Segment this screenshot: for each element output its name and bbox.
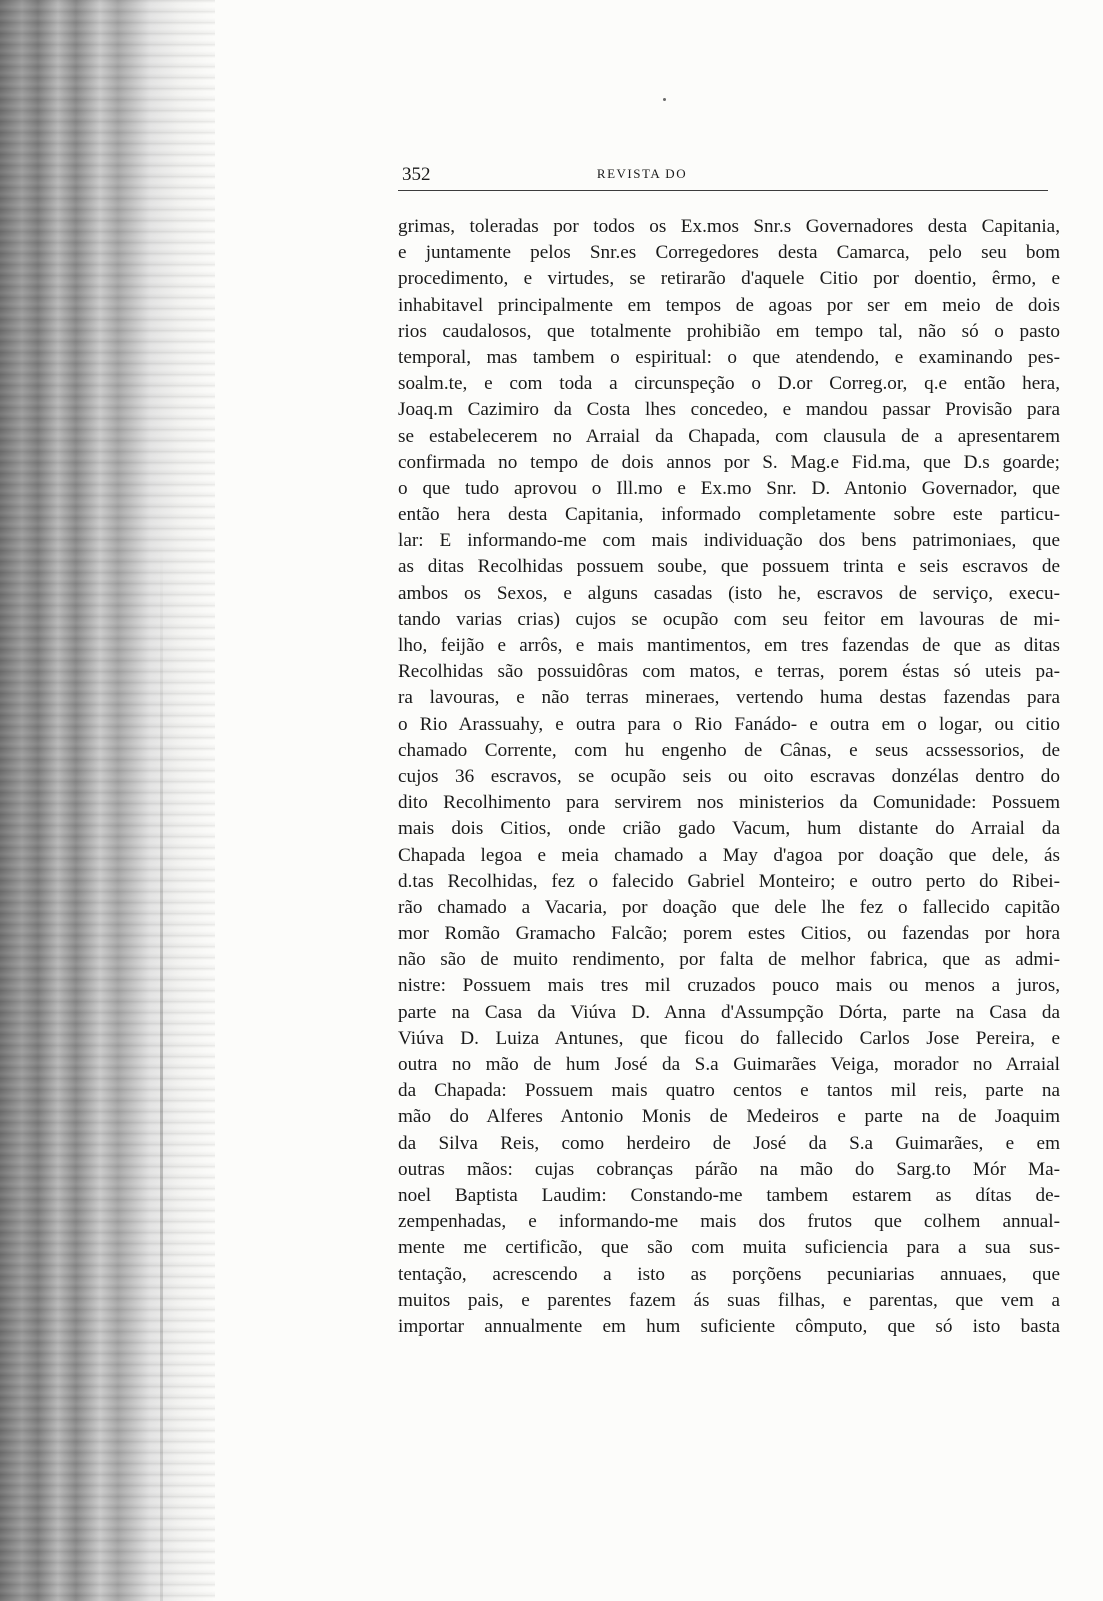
text-line: parte na Casa da Viúva D. Anna d'Assumpção Dórta, parte na Casa da [398,1001,1060,1023]
text-line: mente me certificão, que são com muita suficiencia para a sua sus- [398,1237,1060,1259]
text-line: Joaq.m Cazimiro da Costa lhes concedeo, e mandou passar Provisão para [398,399,1060,421]
text-line: zempenhadas, e informando-me mais dos frutos que colhem annual- [398,1211,1060,1233]
dust-speck [663,98,666,101]
text-line: inhabitavel principalmente em tempos de agoas por ser em meio de dois [398,294,1060,316]
text-line: outra no mão de hum José da S.a Guimarães Veiga, morador no Arraial [398,1054,1060,1075]
text-line: soalm.te, e com toda a circunspeção o D.or Correg.or, q.e então hera, [398,373,1060,395]
text-line: o que tudo aprovou o Ill.mo e Ex.mo Snr. D. Antonio Governador, que [398,477,1060,499]
header-rule [398,190,1048,191]
text-line: rão chamado a Vacaria, por doação que dele lhe fez o fallecido capitão [398,896,1060,918]
text-line: tentação, acrescendo a isto as porçõens pecuniarias annuaes, que [398,1263,1060,1285]
text-line: dito Recolhimento para servirem nos ministerios da Comunidade: Possuem [398,792,1060,814]
text-line: ambos os Sexos, e alguns casadas (isto he, escravos de serviço, execu- [398,582,1060,604]
text-line: grimas, toleradas por todos os Ex.mos Snr.s Governadores desta Capitania, [398,216,1060,237]
running-head: REVISTA DO [596,166,688,181]
text-line: lho, feijão e arrôs, e mais mantimentos, em tres fazendas de que as ditas [398,635,1060,656]
binding-fold [160,540,163,1601]
text-line: da Silva Reis, como herdeiro de José da S.a Guimarães, e em [398,1132,1060,1154]
text-line: confirmada no tempo de dois annos por S. Mag.e Fid.ma, que D.s goarde; [398,451,1060,473]
text-line: cujos 36 escravos, se ocupão seis ou oito escravas donzélas dentro do [398,765,1060,787]
page-header [402,160,1062,190]
text-line: procedimento, e virtudes, se retirarão d'aquele Citio por doentio, êrmo, e [398,268,1060,290]
scan-streaks [0,0,215,1601]
text-line: ra lavouras, e não terras mineraes, vertendo huma destas fazendas para [398,687,1060,709]
text-line: Chapada legoa e meia chamado a May d'agoa por doação que dele, ás [398,844,1060,866]
body-text [398,214,1060,1340]
text-line: chamado Corrente, com hu engenho de Cânas, e seus acssessorios, de [398,739,1060,761]
text-line: se estabelecerem no Arraial da Chapada, com clausula de a apresentarem [398,425,1060,447]
text-line: noel Baptista Laudim: Constando-me tambem estarem as dítas de- [398,1184,1060,1206]
text-line: tando varias crias) cujos se ocupão com seu feitor em lavouras de mi- [398,608,1060,630]
text-line: nistre: Possuem mais tres mil cruzados pouco mais ou menos a juros, [398,975,1060,997]
page-number: 352 [402,164,431,185]
text-line: não são de muito rendimento, por falta de melhor fabrica, que as admi- [398,949,1060,971]
text-line: as ditas Recolhidas possuem soube, que possuem trinta e seis escravos de [398,556,1060,578]
text-line: o Rio Arassuahy, e outra para o Rio Fanádo- e outra em o logar, ou citio [398,713,1060,735]
text-line: mor Romão Gramacho Falcão; porem estes Citios, ou fazendas por hora [398,923,1060,945]
text-line: Recolhidas são possuidôras com matos, e terras, porem éstas só uteis pa- [398,661,1060,683]
text-line: rios caudalosos, que totalmente prohibião em tempo tal, não só o pasto [398,320,1060,342]
text-line: importar annualmente em hum suficiente cômputo, que só isto basta [398,1315,1060,1337]
text-line: mais dois Citios, onde crião gado Vacum, hum distante do Arraial da [398,818,1060,840]
text-line: muitos pais, e parentes fazem ás suas filhas, e parentas, que vem a [398,1289,1060,1311]
text-line: da Chapada: Possuem mais quatro centos e tantos mil reis, parte na [398,1080,1060,1102]
text-line: então hera desta Capitania, informado completamente sobre este particu- [398,504,1060,526]
text-line: mão do Alferes Antonio Monis de Medeiros e parte na de Joaquim [398,1106,1060,1128]
text-line: Viúva D. Luiza Antunes, que ficou do fallecido Carlos Jose Pereira, e [398,1027,1060,1049]
text-line: lar: E informando-me com mais individuação dos bens patrimoniaes, que [398,530,1060,552]
text-line: d.tas Recolhidas, fez o falecido Gabriel Monteiro; e outro perto do Ribei- [398,870,1060,892]
text-line: temporal, mas tambem o espiritual: o que atendendo, e examinando pes- [398,346,1060,368]
text-line: outras mãos: cujas cobranças párão na mão do Sarg.to Mór Ma- [398,1158,1060,1180]
text-line: e juntamente pelos Snr.es Corregedores desta Camarca, pelo seu bom [398,242,1060,264]
